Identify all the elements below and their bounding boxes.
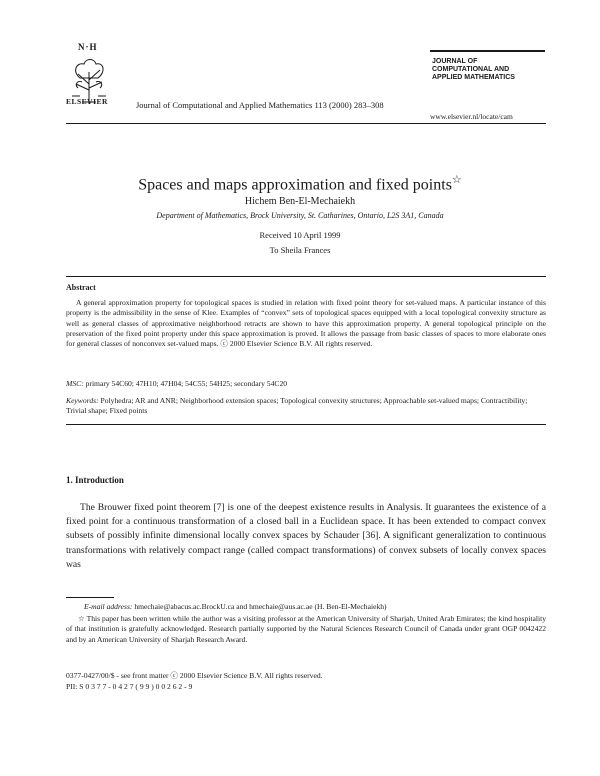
journal-brand: [432, 58, 515, 82]
footnote-text: This paper has been written while the author was a visiting professor at the American University of Sharjah, United Arab Emirates; the kind hospitality of that institution is gratefully acknowledged. Research partially supported by the Natural Sciences Research Council of Canada under grant OGP 0042422 and by an American University of Sharjah Research Award.: [66, 614, 547, 644]
journal-brand-line-3: APPLIED MATHEMATICS: [432, 74, 515, 81]
journal-citation: Journal of Computational and Applied Mathematics 113 (2000) 283–308: [136, 100, 384, 110]
abstract-top-divider: [66, 276, 546, 277]
header-divider: [66, 123, 546, 124]
publisher-mark: N·H: [78, 42, 98, 52]
dedication: To Sheila Frances: [269, 245, 331, 255]
brand-rule: [430, 50, 545, 52]
abstract-body: A general approximation property for topological spaces is studied in relation with fixed point theory for set-valued maps. A particular instance of this property is the admissibility in the sense of Klee. Examples of “convex” sets of topological spaces equipped with a local topological convexity structure as well as general classes of approximative neighborhood retracts are shown to have this approximation property. A general topological principle on the preservation of the fixed point property under this space approximation is proved. It allows the passage from basic classes of spaces to more elaborate ones for general classes of nonconvex set-valued maps. ⓒ 2000 Elsevier Science B.V. All rights reserved.: [66, 298, 546, 349]
front-matter-line: 0377-0427/00/$ - see front matter ⓒ 2000 Elsevier Science B.V. All rights reserved.: [66, 671, 323, 680]
email-label: E-mail address:: [84, 602, 133, 611]
author-affiliation: Department of Mathematics, Brock University, St. Catharines, Ontario, L2S 3A1, Canada: [156, 211, 444, 220]
author-name: Hichem Ben-El-Mechaiekh: [244, 196, 356, 207]
keywords: [66, 396, 546, 417]
title-footnote-star-icon[interactable]: ☆: [451, 174, 462, 186]
footnote-acknowledgement: [66, 614, 546, 645]
keywords-value: Polyhedra; AR and ANR; Neighborhood extension spaces; Topological convexity structures; Approachable set-valued maps; Contractibility; Trivial shape; Fixed points: [66, 396, 528, 416]
journal-url[interactable]: www.elsevier.nl/locate/cam: [430, 112, 513, 121]
msc-value: primary 54C60; 47H10; 47H04; 54C55; 54H25; secondary 54C20: [83, 379, 288, 388]
introduction-heading: 1. Introduction: [66, 475, 124, 485]
pii-line: PII: S 0 3 7 7 - 0 4 2 7 ( 9 9 ) 0 0 2 6 2 - 9: [66, 682, 193, 691]
footnote-star-icon: ☆: [78, 614, 85, 623]
abstract-bottom-divider: [66, 424, 546, 425]
keywords-label: Keywords:: [66, 396, 99, 405]
abstract-heading: Abstract: [66, 283, 96, 292]
msc-label: MSC:: [66, 379, 84, 388]
msc-classification: [66, 379, 546, 388]
journal-brand-line-1: JOURNAL OF: [432, 58, 478, 65]
email-value[interactable]: hmechaie@abacus.ac.BrockU.ca and hmechaie@aus.ac.ae (H. Ben-El-Mechaiekh): [132, 602, 387, 611]
introduction-body: The Brouwer fixed point theorem [7] is one of the deepest existence results in Analysis. It guarantees the existence of a fixed point for a continuous transformation of a closed ball in a Euclidean space. It has been extended to compact convex subsets of possibly infinite dimensional locally convex spaces by Schauder [36]. A significant generalization to continuous transformations with relatively compact range (called compact transformations) of convex subsets of locally convex spaces was: [66, 502, 546, 570]
footnote-rule: [66, 597, 114, 598]
footnote-email: [84, 602, 387, 611]
publisher-name: ELSEVIER: [66, 97, 108, 106]
paper-title: [0, 173, 600, 194]
paper-title-text: Spaces and maps approximation and fixed points: [138, 176, 452, 194]
received-date: Received 10 April 1999: [259, 230, 341, 240]
journal-brand-line-2: COMPUTATIONAL AND: [432, 66, 510, 73]
